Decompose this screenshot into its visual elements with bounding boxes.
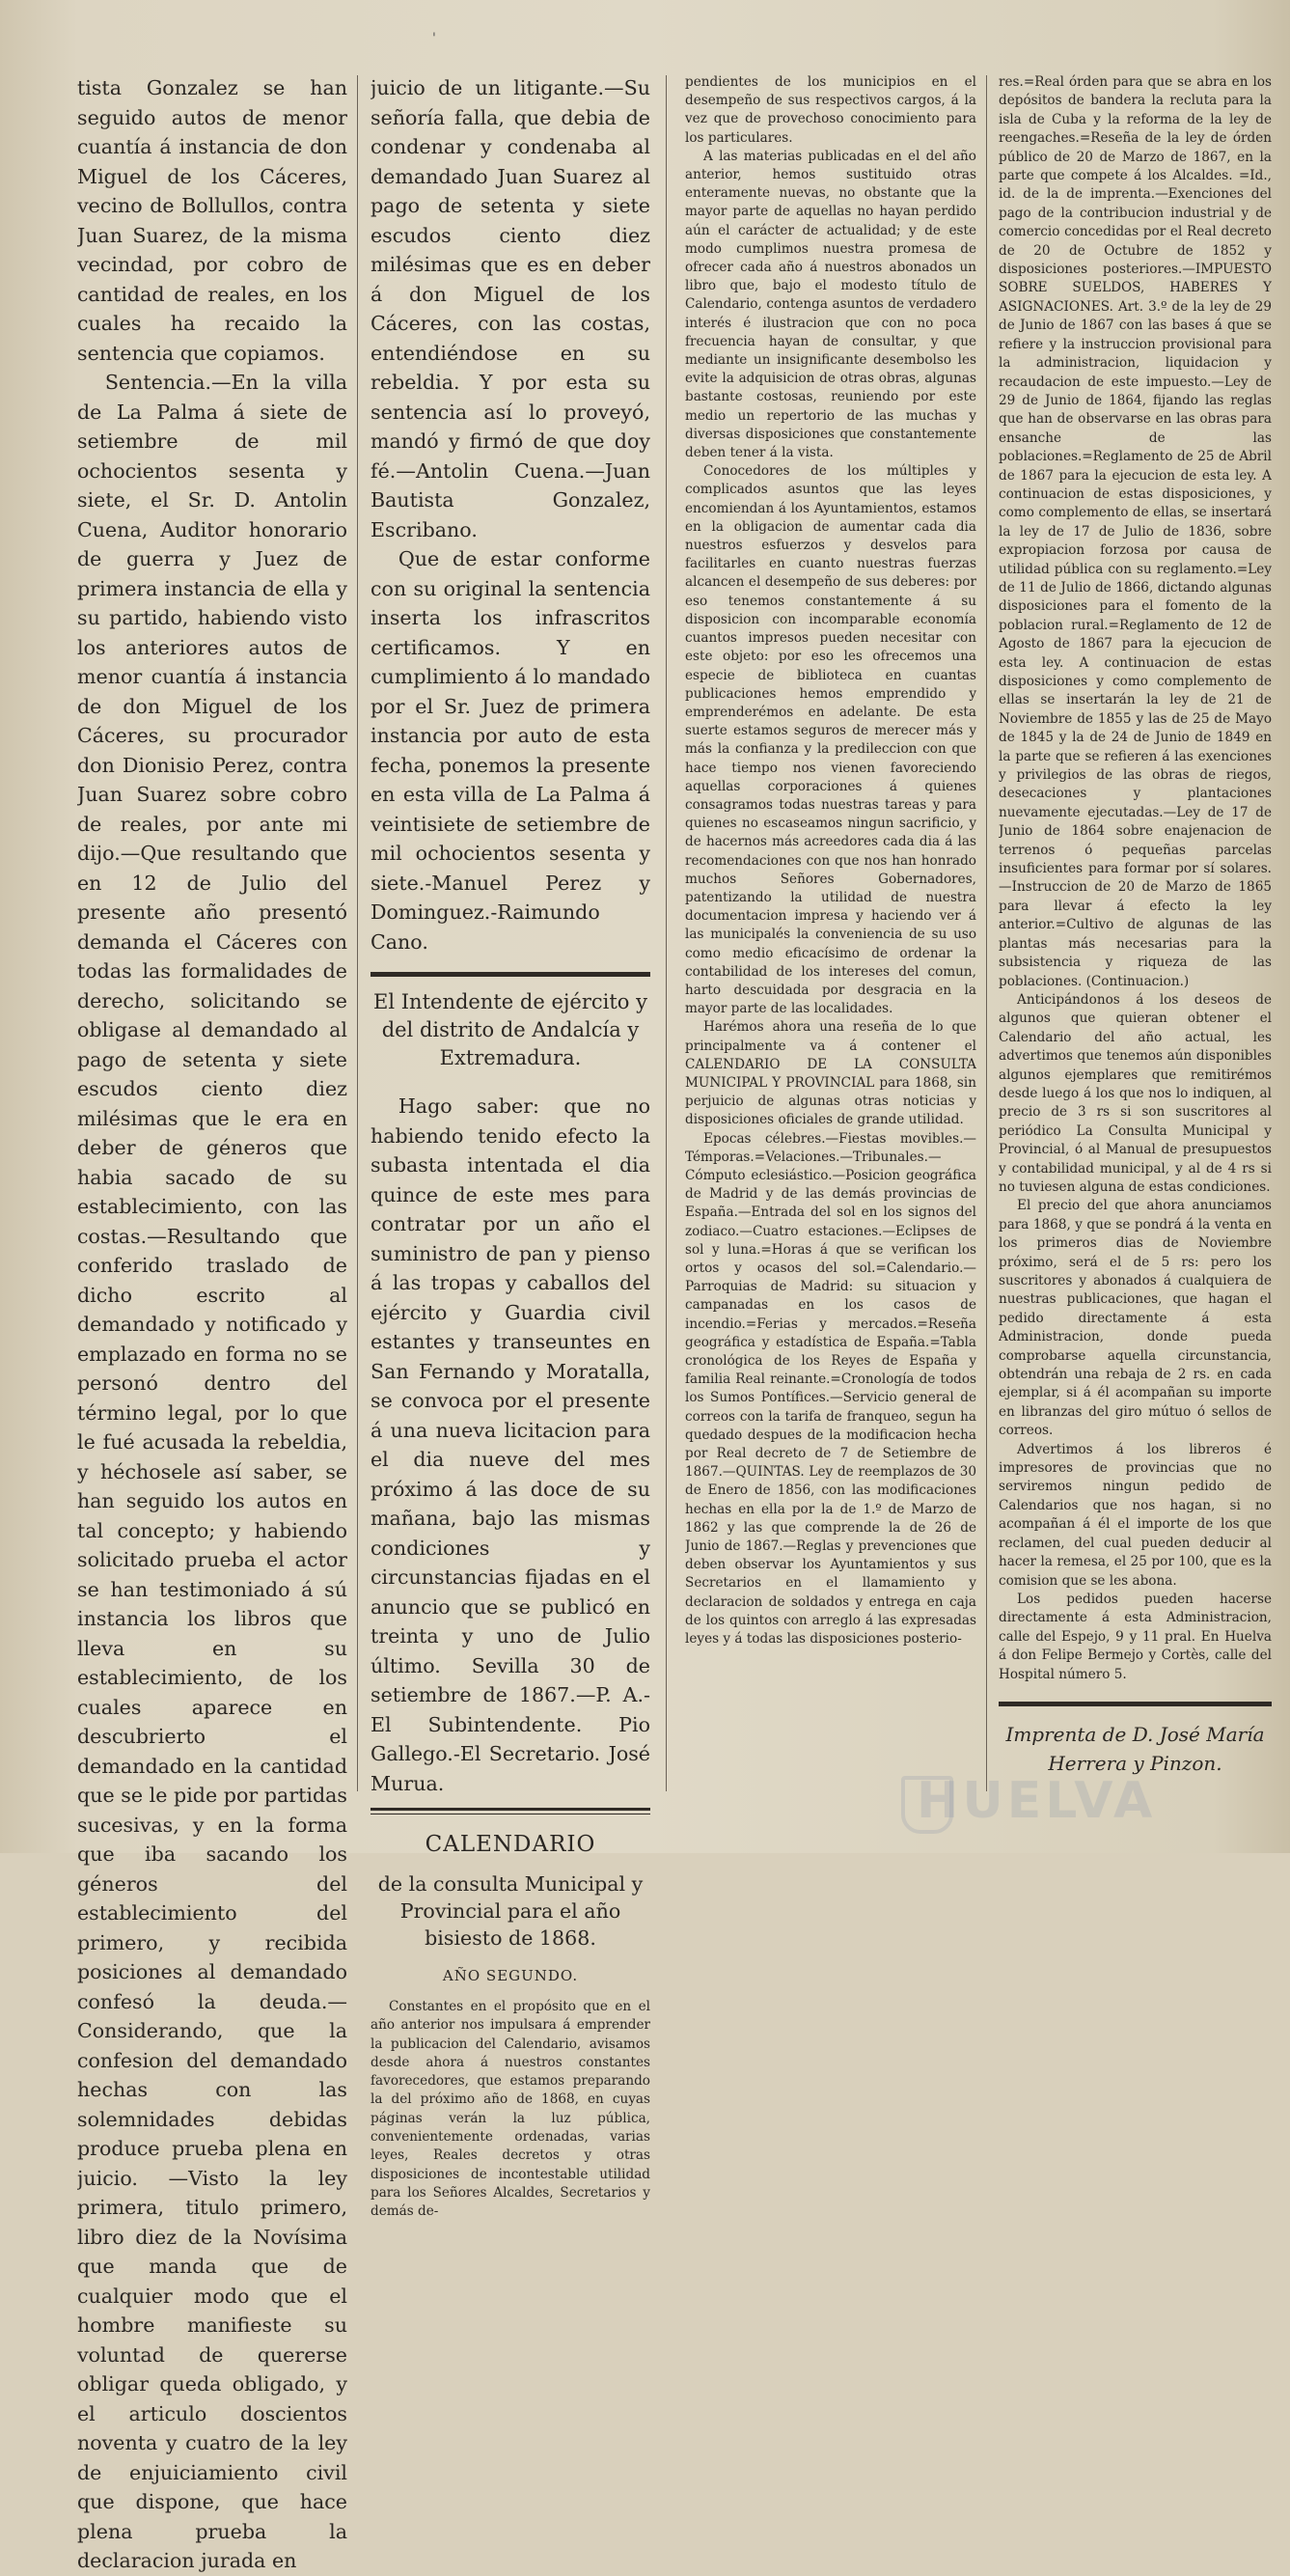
- imprenta-divider: [999, 1702, 1272, 1706]
- sentence-ruling: juicio de un litigante.—Su señoría falla, que debia de condenar y condenaba al demandado Juan Suarez al pago de setenta y siete escudos ciento diez milésimas que es en deber á don Miguel de los Cáceres, con las costas, entendiéndose en su rebeldia. Y por esta su sentencia así lo proveyó, mandó y firmó de que doy fé.—Antolin Cuena.—Juan Bautista Gonzalez, Escribano.: [371, 76, 650, 541]
- calendario-subtitle: de la consulta Municipal y Provincial para el año bisiesto de 1868.: [377, 1872, 644, 1950]
- calendario-price: El precio del que ahora anunciamos para 1868, y que se pondrá á la venta en los primeros dias de Noviembre próximo, será el de 5 rs: pero los suscritores y abonados á cualquiera de nuestras publicaciones, que hagan el pedido directamente á esta Administracion, donde pueda comprobarse aquella circunstancia, obtendrán una rebaja de 2 rs. en cada ejemplar, si á él acompañan su importe en libranzas del giro mútuo ó sellos de correos.: [999, 1198, 1272, 1439]
- calendario-orders: Los pedidos pueden hacerse directamente á esta Administracion, calle del Espejo, 9 y 11 pral. En Huelva á don Felipe Bermejo y Cortès, calle del Hospital número 5.: [999, 1591, 1272, 1682]
- page-mark: ': [432, 31, 436, 46]
- calendario-intro: Constantes en el propósito que en el año anterior nos impulsara á emprender la publicacion del Calendario, avisamos desde ahora á nuestros constantes favorecedores, que estamos preparando la del próximo año de 1868, en cuyas páginas verán la luz pública, convenientemente ordenadas, varias leyes, Reales decretos y otras disposiciones de incontestable utilidad para los Señores Alcaldes, Secretarios y demás de-: [371, 1999, 650, 2220]
- column-4: [999, 73, 1272, 1778]
- column-rule-1: [357, 75, 358, 1791]
- section-divider: [371, 972, 650, 977]
- section-divider-double: [371, 1808, 650, 1814]
- calendario-booksellers: Advertimos á los libreros é impresores de provincias que no serviremos ningun pedido de Calendarios que nos hagan, si no acompañan á él el importe de los que reclamen, del cual pueden deducir al hacer la remesa, el 25 por 100, que es la comision que se les abona.: [999, 1441, 1272, 1589]
- column-3: [685, 73, 976, 1648]
- column-2: [371, 73, 650, 2222]
- court-notice-intro: tista Gonzalez se han seguido autos de menor cuantía á instancia de don Miguel de los Cáceres, vecino de Bollullos, contra Juan Suarez, de la misma vecindad, por cobro de cantidad de reales, en los cuales ha recaido la sentencia que copiamos.: [77, 76, 347, 365]
- calendario-text-1: pendientes de los municipios en el desempeño de sus respectivos cargos, á la vez que de provechoso conocimiento para los particulares.: [685, 74, 976, 146]
- calendario-contents-cont: res.=Real órden para que se abra en los depósitos de bandera la recluta para la isla de Cuba y la reforma de la ley de reengaches.=Reseña de la ley de órden público de 20 de Marzo de 1867, en la parte que compete á los Alcaldes. =Id., id. de la de imprenta.—Exenciones del pago de la contribucion industrial y de comercio concedidas por el Real decreto de 20 de Octubre de 1852 y disposiciones posteriores.—IMPUESTO SOBRE SUELDOS, HABERES Y ASIGNACIONES. Art. 3.º de la ley de 29 de Junio de 1867 con las bases á que se refiere y la instruccion provisional para la administracion, liquidacion y recaudacion de este impuesto.—Ley de 29 de Junio de 1864, fijando las reglas que han de observarse en las obras para ensanche de las poblaciones.=Reglamento de 25 de Abril de 1867 para la ejecucion de esta ley. A continuacion de estas disposiciones, y como complemento de ellas, se insertará la ley de 17 de Julio de 1836, sobre expropiacion forzosa por causa de utilidad pública con su reglamento.=Ley de 11 de Julio de 1866, dictando algunas disposiciones para el fomento de la poblacion rural.=Reglamento de 12 de Agosto de 1867 para la ejecucion de esta ley. A continuacion de estas disposiciones y como complemento de ellas se insertarán la ley de 21 de Noviembre de 1855 y las de 25 de Mayo de 1845 y la de 24 de Junio de 1849 en la parte que se refieren á las exenciones y privilegios de las obras de riegos, desecaciones y plantaciones nuevamente ejecutadas.—Ley de 17 de Junio de 1864 sobre enajenacion de terrenos ó pequeñas parcelas insuficientes para formar por sí solares.—Instruccion de 20 de Marzo de 1865 para llevar á efecto la ley anterior.=Cultivo de algunas de las plantas más necesarias para la subsistencia y riqueza de las poblaciones. (Continuacion.): [999, 74, 1272, 989]
- calendario-text-4: Harémos ahora una reseña de lo que principalmente va á contener el CALENDARIO DE LA CONSULTA MUNICIPAL Y PROVINCIAL para 1868, sin perjuicio de algunas otras noticias y disposiciones oficiales de grande utilidad.: [685, 1019, 976, 1128]
- imprenta-line-1: Imprenta de D. José María: [1005, 1722, 1265, 1746]
- imprenta-line-2: Herrera y Pinzon.: [1048, 1751, 1222, 1775]
- calendario-previous-year: Anticipándonos á los deseos de algunos que quieran obtener el Calendario del año actual, les advertimos que tenemos aún disponibles algunos ejemplares que remitirémos desde luego á los que nos lo indiquen, al precio de 3 rs si son suscritores al periódico La Consulta Municipal y Provincial, ó al Manual de presupuestos y contabilidad municipal, y al de 4 rs si no tuviesen alguna de estas condiciones.: [999, 991, 1272, 1195]
- column-rule-2: [666, 75, 667, 1791]
- column-rule-3: [986, 75, 987, 1791]
- calendario-title: CALENDARIO: [425, 1832, 596, 1857]
- subasta-notice: Hago saber: que no habiendo tenido efecto la subasta intentada el dia quince de este mes para contratar por un año el suministro de pan y pienso á las tropas y caballos del ejército y Guardia civil estantes y transeuntes en San Fernando y Moratalla, se convoca por el presente á una nueva licitacion para el dia nueve del mes próximo á las doce de su mañana, bajo las mismas condiciones y circunstancias fijadas en el anuncio que se publicó en treinta y uno de Julio último. Sevilla 30 de setiembre de 1867.—P. A.-El Subintendente. Pio Gallego.-El Secretario. José Murua.: [371, 1094, 650, 1795]
- archive-watermark: HUELVA: [917, 1772, 1157, 1830]
- calendario-text-3: Conocedores de los múltiples y complicados asuntos que las leyes encomiendan á los Ayuntamientos, estamos en la obligacion de aumentar cada dia nuestros esfuerzos y desvelos para facilitarles en cuanto nuestras fuerzas alcancen el desempeño de sus deberes: por eso tenemos constantemente á su disposicion con incomparable economía cuantos impresos pueden necesitar con este objeto: por eso les ofrecemos una especie de biblioteca en cuantas publicaciones hemos emprendido y emprenderémos en adelante. De esta suerte estamos seguros de merecer más y más la confianza y la predileccion con que hace tiempo nos vienen favoreciendo aquellas corporaciones á quienes consagramos todas nuestras tareas y para quienes no escaseamos ningun sacrificio, y de hacernos más acreedores cada dia á las recomendaciones con que nos han honrado muchos Señores Gobernadores, patentizando la utilidad de nuestra documentacion impresa y haciendo ver á las municipalés la conveniencia de su uso como medio eficacísimo de ordenar la contabilidad de los intereses del comun, harto descuidada por desgracia en la mayor parte de las localidades.: [685, 463, 976, 1017]
- column-1: [77, 73, 347, 2576]
- calendario-contents: Epocas célebres.—Fiestas movibles.—Témporas.=Velaciones.—Tribunales.—Cómputo eclesiástico.—Posicion geográfica de Madrid y de las demás provincias de España.—Entrada del sol en los signos del zodiaco.—Cuatro estaciones.—Eclipses de sol y luna.=Horas á que se verifican los ortos y ocasos del sol.=Calendario.—Parroquias de Madrid: su situacion y campanadas en los casos de incendio.=Ferias y mercados.=Reseña geográfica y estadística de España.=Tabla cronológica de los Reyes de España y familia Real reinante.=Cronología de todos los Sumos Pontífices.—Servicio general de correos con la tarifa de franqueo, segun ha quedado despues de la modificacion hecha por Real decreto de 7 de Setiembre de 1867.—QUINTAS. Ley de reemplazos de 30 de Enero de 1856, con las modificaciones hechas en ella por la de 1.º de Marzo de 1862 y las que comprende la de 26 de Junio de 1867.—Reglas y prevenciones que deben observar los Ayuntamientos y sus Secretarios en el llamamiento y declaracion de soldados y entrega en caja de los quintos con arreglo á las expresadas leyes y á todas las disposiciones posterio-: [685, 1130, 976, 1648]
- certification: Que de estar conforme con su original la sentencia inserta los infrascritos certificamos. Y en cumplimiento á lo mandado por el Sr. Juez de primera instancia por auto de esta fecha, ponemos la presente en esta villa de La Palma á veintisiete de setiembre de mil ochocientos sesenta y siete.-Manuel Perez y Dominguez.-Raimundo Cano.: [371, 547, 650, 954]
- calendario-text-2: A las materias publicadas en el del año anterior, hemos sustituido otras enteramente nuevas, no obstante que la mayor parte de aquellas no hayan perdido aún el carácter de actualidad; y de este modo cumplimos nuestra promesa de ofrecer cada año á nuestros abonados un libro que, bajo el modesto título de Calendario, contenga asuntos de verdadero interés é ilustracion que con no poca frecuencia hayan de consultar, y que mediante un insignificante desembolso les evite la adquisicion de otras obras, algunas bastante costosas, reuniendo por este medio un repertorio de las muchas y diversas disposiciones que constantemente deben tener á la vista.: [685, 148, 976, 461]
- ano-segundo: AÑO SEGUNDO.: [442, 1967, 579, 1984]
- sentence-text: Sentencia.—En la villa de La Palma á siete de setiembre de mil ochocientos sesenta y siete, el Sr. D. Antolin Cuena, Auditor honorario de guerra y Juez de primera instancia de ella y su partido, habiendo visto los anteriores autos de menor cuantía á instancia de don Miguel de los Cáceres, su procurador don Dionisio Perez, contra Juan Suarez sobre cobro de reales, por ante mi dijo.—Que resultando que en 12 de Julio del presente año presentó demanda el Cáceres con todas las formalidades de derecho, solicitando se obligase al demandado al pago de setenta y siete escudos ciento diez milésimas que le era en deber de géneros que habia sacado de su establecimiento, con las costas.—Resultando que conferido traslado de dicho escrito al demandado y notificado y emplazado en forma no se personó dentro del término legal, por lo que le fué acusada la rebeldia, y héchosele así saber, se han seguido los autos en tal concepto; y habiendo solicitado prueba el actor se han testimoniado á sú instancia los libros que lleva en su establecimiento, de los cuales aparece en descubrierto el demandado en la cantidad que se le pide por partidas sucesivas, y en la forma que iba sacando los géneros del establecimiento del primero, y recibida posiciones al demandado confesó la deuda.—Considerando, que la confesion del demandado hechas con las solemnidades debidas produce prueba plena en juicio. —Visto la ley primera, titulo primero, libro diez de la Novísima que manda que de cualquier modo que el hombre manifieste su voluntad de quererse obligar queda obligado, y el articulo doscientos noventa y cuatro de la ley de enjuiciamiento civil que dispone, que hace plena prueba la declaracion jurada en: [77, 371, 347, 2572]
- intendente-heading: El Intendente de ejército y del distrito de Andalcía y Extremadura.: [373, 990, 647, 1069]
